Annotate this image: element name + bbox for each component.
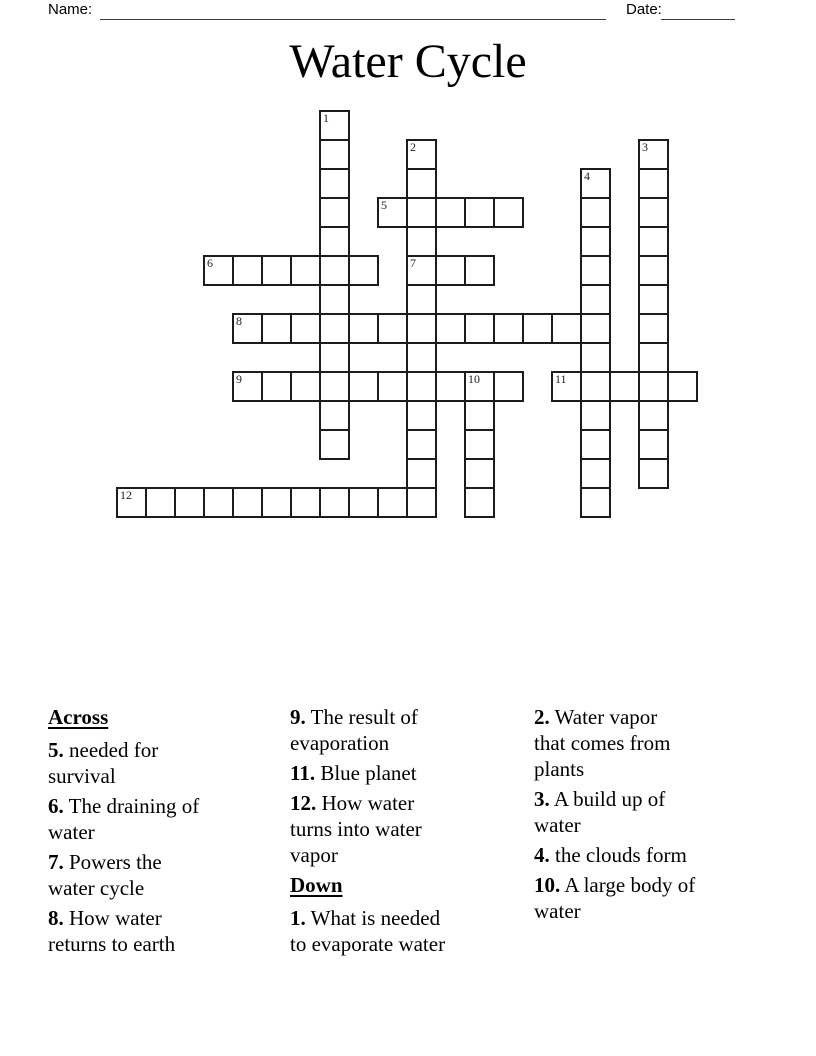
grid-cell[interactable]	[319, 313, 350, 344]
clue-item-5	[48, 737, 199, 789]
grid-cell[interactable]	[638, 284, 669, 315]
grid-cell[interactable]	[580, 400, 611, 431]
grid-cell[interactable]	[203, 255, 234, 286]
grid-cell[interactable]	[551, 371, 582, 402]
grid-cell[interactable]	[435, 255, 466, 286]
grid-cell[interactable]	[464, 429, 495, 460]
grid-cell[interactable]	[638, 313, 669, 344]
clue-line: 4. the clouds form	[534, 843, 687, 867]
grid-cell[interactable]	[609, 371, 640, 402]
grid-cell[interactable]	[406, 197, 437, 228]
clue-item-8	[48, 905, 199, 957]
clue-column-1	[48, 704, 199, 961]
grid-cell[interactable]	[551, 313, 582, 344]
name-blank-line	[100, 1, 606, 20]
clue-number: 12.	[290, 791, 317, 815]
grid-cell[interactable]	[464, 487, 495, 518]
grid-cell[interactable]	[406, 284, 437, 315]
clue-line: 1. What is needed	[290, 906, 441, 930]
clue-item-6	[48, 793, 199, 845]
clue-line: water	[48, 820, 95, 844]
grid-cell[interactable]	[435, 313, 466, 344]
clue-item-2	[534, 704, 695, 782]
clue-line: returns to earth	[48, 932, 176, 956]
grid-cell[interactable]	[638, 255, 669, 286]
clue-number: 11.	[290, 761, 316, 785]
cell-number: 12	[120, 488, 132, 502]
grid-cell[interactable]	[290, 371, 321, 402]
grid-cell[interactable]	[406, 342, 437, 373]
grid-cell[interactable]	[406, 400, 437, 431]
clue-item-11	[290, 760, 445, 786]
grid-cell[interactable]	[580, 371, 611, 402]
grid-cell[interactable]	[406, 371, 437, 402]
grid-cell[interactable]	[406, 255, 437, 286]
date-blank-line	[661, 1, 735, 20]
grid-cell[interactable]	[319, 371, 350, 402]
clue-number: 4.	[534, 843, 550, 867]
clue-number: 10.	[534, 873, 561, 897]
clue-line: evaporation	[290, 731, 390, 755]
grid-cell[interactable]	[406, 487, 437, 518]
grid-cell[interactable]	[580, 429, 611, 460]
grid-cell[interactable]	[319, 168, 350, 199]
cell-number: 6	[207, 256, 213, 270]
clue-column-3	[534, 704, 695, 928]
grid-cell[interactable]	[319, 429, 350, 460]
grid-cell[interactable]	[319, 226, 350, 257]
clue-line: 6. The draining of	[48, 794, 200, 818]
grid-cell[interactable]	[638, 429, 669, 460]
grid-cell[interactable]	[348, 313, 379, 344]
clue-list-heading-across: Across	[48, 705, 109, 729]
grid-cell[interactable]	[232, 487, 263, 518]
grid-cell[interactable]	[435, 371, 466, 402]
grid-cell[interactable]	[406, 458, 437, 489]
grid-cell[interactable]	[638, 197, 669, 228]
grid-cell[interactable]	[116, 487, 147, 518]
grid-cell[interactable]	[406, 429, 437, 460]
grid-cell[interactable]	[377, 313, 408, 344]
grid-cell[interactable]	[580, 284, 611, 315]
grid-cell[interactable]	[435, 197, 466, 228]
grid-cell[interactable]	[464, 197, 495, 228]
clue-number: 6.	[48, 794, 64, 818]
grid-cell[interactable]	[580, 255, 611, 286]
grid-cell[interactable]	[348, 255, 379, 286]
grid-cell[interactable]	[464, 255, 495, 286]
clue-line: 2. Water vapor	[534, 705, 658, 729]
grid-cell[interactable]	[638, 139, 669, 170]
grid-cell[interactable]	[290, 313, 321, 344]
cell-number: 10	[468, 372, 480, 386]
grid-cell[interactable]	[261, 487, 292, 518]
grid-cell[interactable]	[377, 371, 408, 402]
grid-cell[interactable]	[580, 226, 611, 257]
clue-line: survival	[48, 764, 116, 788]
grid-cell[interactable]	[348, 487, 379, 518]
grid-cell[interactable]	[638, 458, 669, 489]
clue-line: turns into water	[290, 817, 422, 841]
grid-cell[interactable]	[638, 400, 669, 431]
grid-cell[interactable]	[145, 487, 176, 518]
grid-cell[interactable]	[319, 400, 350, 431]
clue-item-4	[534, 842, 695, 868]
grid-cell[interactable]	[261, 255, 292, 286]
grid-cell[interactable]	[464, 371, 495, 402]
clue-line: 8. How water	[48, 906, 162, 930]
grid-cell[interactable]	[406, 168, 437, 199]
clue-column-2	[290, 704, 445, 961]
date-label: Date:	[626, 1, 662, 18]
clue-number: 1.	[290, 906, 306, 930]
cell-number: 9	[236, 372, 242, 386]
clue-item-3	[534, 786, 695, 838]
cell-number: 7	[410, 256, 416, 270]
cell-number: 11	[555, 372, 567, 386]
page-title: Water Cycle	[289, 35, 527, 88]
cell-number: 4	[584, 169, 590, 183]
clue-list-heading-down: Down	[290, 873, 343, 897]
clue-line: water	[534, 813, 581, 837]
clue-line: 5. needed for	[48, 738, 159, 762]
grid-cell[interactable]	[580, 313, 611, 344]
cell-number: 3	[642, 140, 648, 154]
grid-cell[interactable]	[493, 313, 524, 344]
grid-cell[interactable]	[522, 313, 553, 344]
grid-cell[interactable]	[319, 284, 350, 315]
grid-cell[interactable]	[580, 168, 611, 199]
grid-cell[interactable]	[638, 371, 669, 402]
grid-cell[interactable]	[348, 371, 379, 402]
grid-cell[interactable]	[290, 487, 321, 518]
grid-cell[interactable]	[319, 139, 350, 170]
grid-cell[interactable]	[580, 197, 611, 228]
grid-cell[interactable]	[406, 139, 437, 170]
grid-cell[interactable]	[580, 487, 611, 518]
clue-item-7	[48, 849, 199, 901]
cell-number: 5	[381, 198, 387, 212]
clue-number: 9.	[290, 705, 306, 729]
clue-item-10	[534, 872, 695, 924]
grid-cell[interactable]	[377, 197, 408, 228]
grid-cell[interactable]	[406, 313, 437, 344]
clue-line: water cycle	[48, 876, 145, 900]
grid-cell[interactable]	[667, 371, 698, 402]
grid-cell[interactable]	[232, 255, 263, 286]
grid-cell[interactable]	[580, 342, 611, 373]
clue-line: 11. Blue planet	[290, 761, 417, 785]
grid-cell[interactable]	[319, 197, 350, 228]
clue-line: 9. The result of	[290, 705, 418, 729]
clue-number: 2.	[534, 705, 550, 729]
clue-item-1	[290, 905, 445, 957]
clue-item-12	[290, 790, 445, 868]
clue-number: 7.	[48, 850, 64, 874]
grid-cell[interactable]	[493, 197, 524, 228]
cell-number: 2	[410, 140, 416, 154]
clue-line: water	[534, 899, 581, 923]
clue-line: 12. How water	[290, 791, 415, 815]
grid-cell[interactable]	[464, 400, 495, 431]
clue-line: vapor	[290, 843, 338, 867]
grid-cell[interactable]	[638, 168, 669, 199]
grid-cell[interactable]	[290, 255, 321, 286]
grid-cell[interactable]	[319, 255, 350, 286]
name-label: Name:	[48, 1, 93, 18]
clue-number: 3.	[534, 787, 550, 811]
clue-line: to evaporate water	[290, 932, 446, 956]
cell-number: 1	[323, 111, 329, 125]
clue-number: 8.	[48, 906, 64, 930]
grid-cell[interactable]	[319, 110, 350, 141]
clue-line: 3. A build up of	[534, 787, 666, 811]
clue-item-9	[290, 704, 445, 756]
grid-cell[interactable]	[319, 487, 350, 518]
clue-line: that comes from	[534, 731, 671, 755]
grid-cell[interactable]	[232, 313, 263, 344]
grid-cell[interactable]	[580, 458, 611, 489]
grid-cell[interactable]	[638, 226, 669, 257]
grid-cell[interactable]	[203, 487, 234, 518]
cell-number: 8	[236, 314, 242, 328]
clue-line: plants	[534, 757, 585, 781]
clue-number: 5.	[48, 738, 64, 762]
grid-cell[interactable]	[464, 313, 495, 344]
grid-cell[interactable]	[261, 313, 292, 344]
grid-cell[interactable]	[493, 371, 524, 402]
grid-cell[interactable]	[319, 342, 350, 373]
grid-cell[interactable]	[232, 371, 263, 402]
grid-cell[interactable]	[174, 487, 205, 518]
grid-cell[interactable]	[261, 371, 292, 402]
clue-line: 7. Powers the	[48, 850, 162, 874]
grid-cell[interactable]	[464, 458, 495, 489]
grid-cell[interactable]	[377, 487, 408, 518]
grid-cell[interactable]	[406, 226, 437, 257]
grid-cell[interactable]	[638, 342, 669, 373]
clue-line: 10. A large body of	[534, 873, 696, 897]
